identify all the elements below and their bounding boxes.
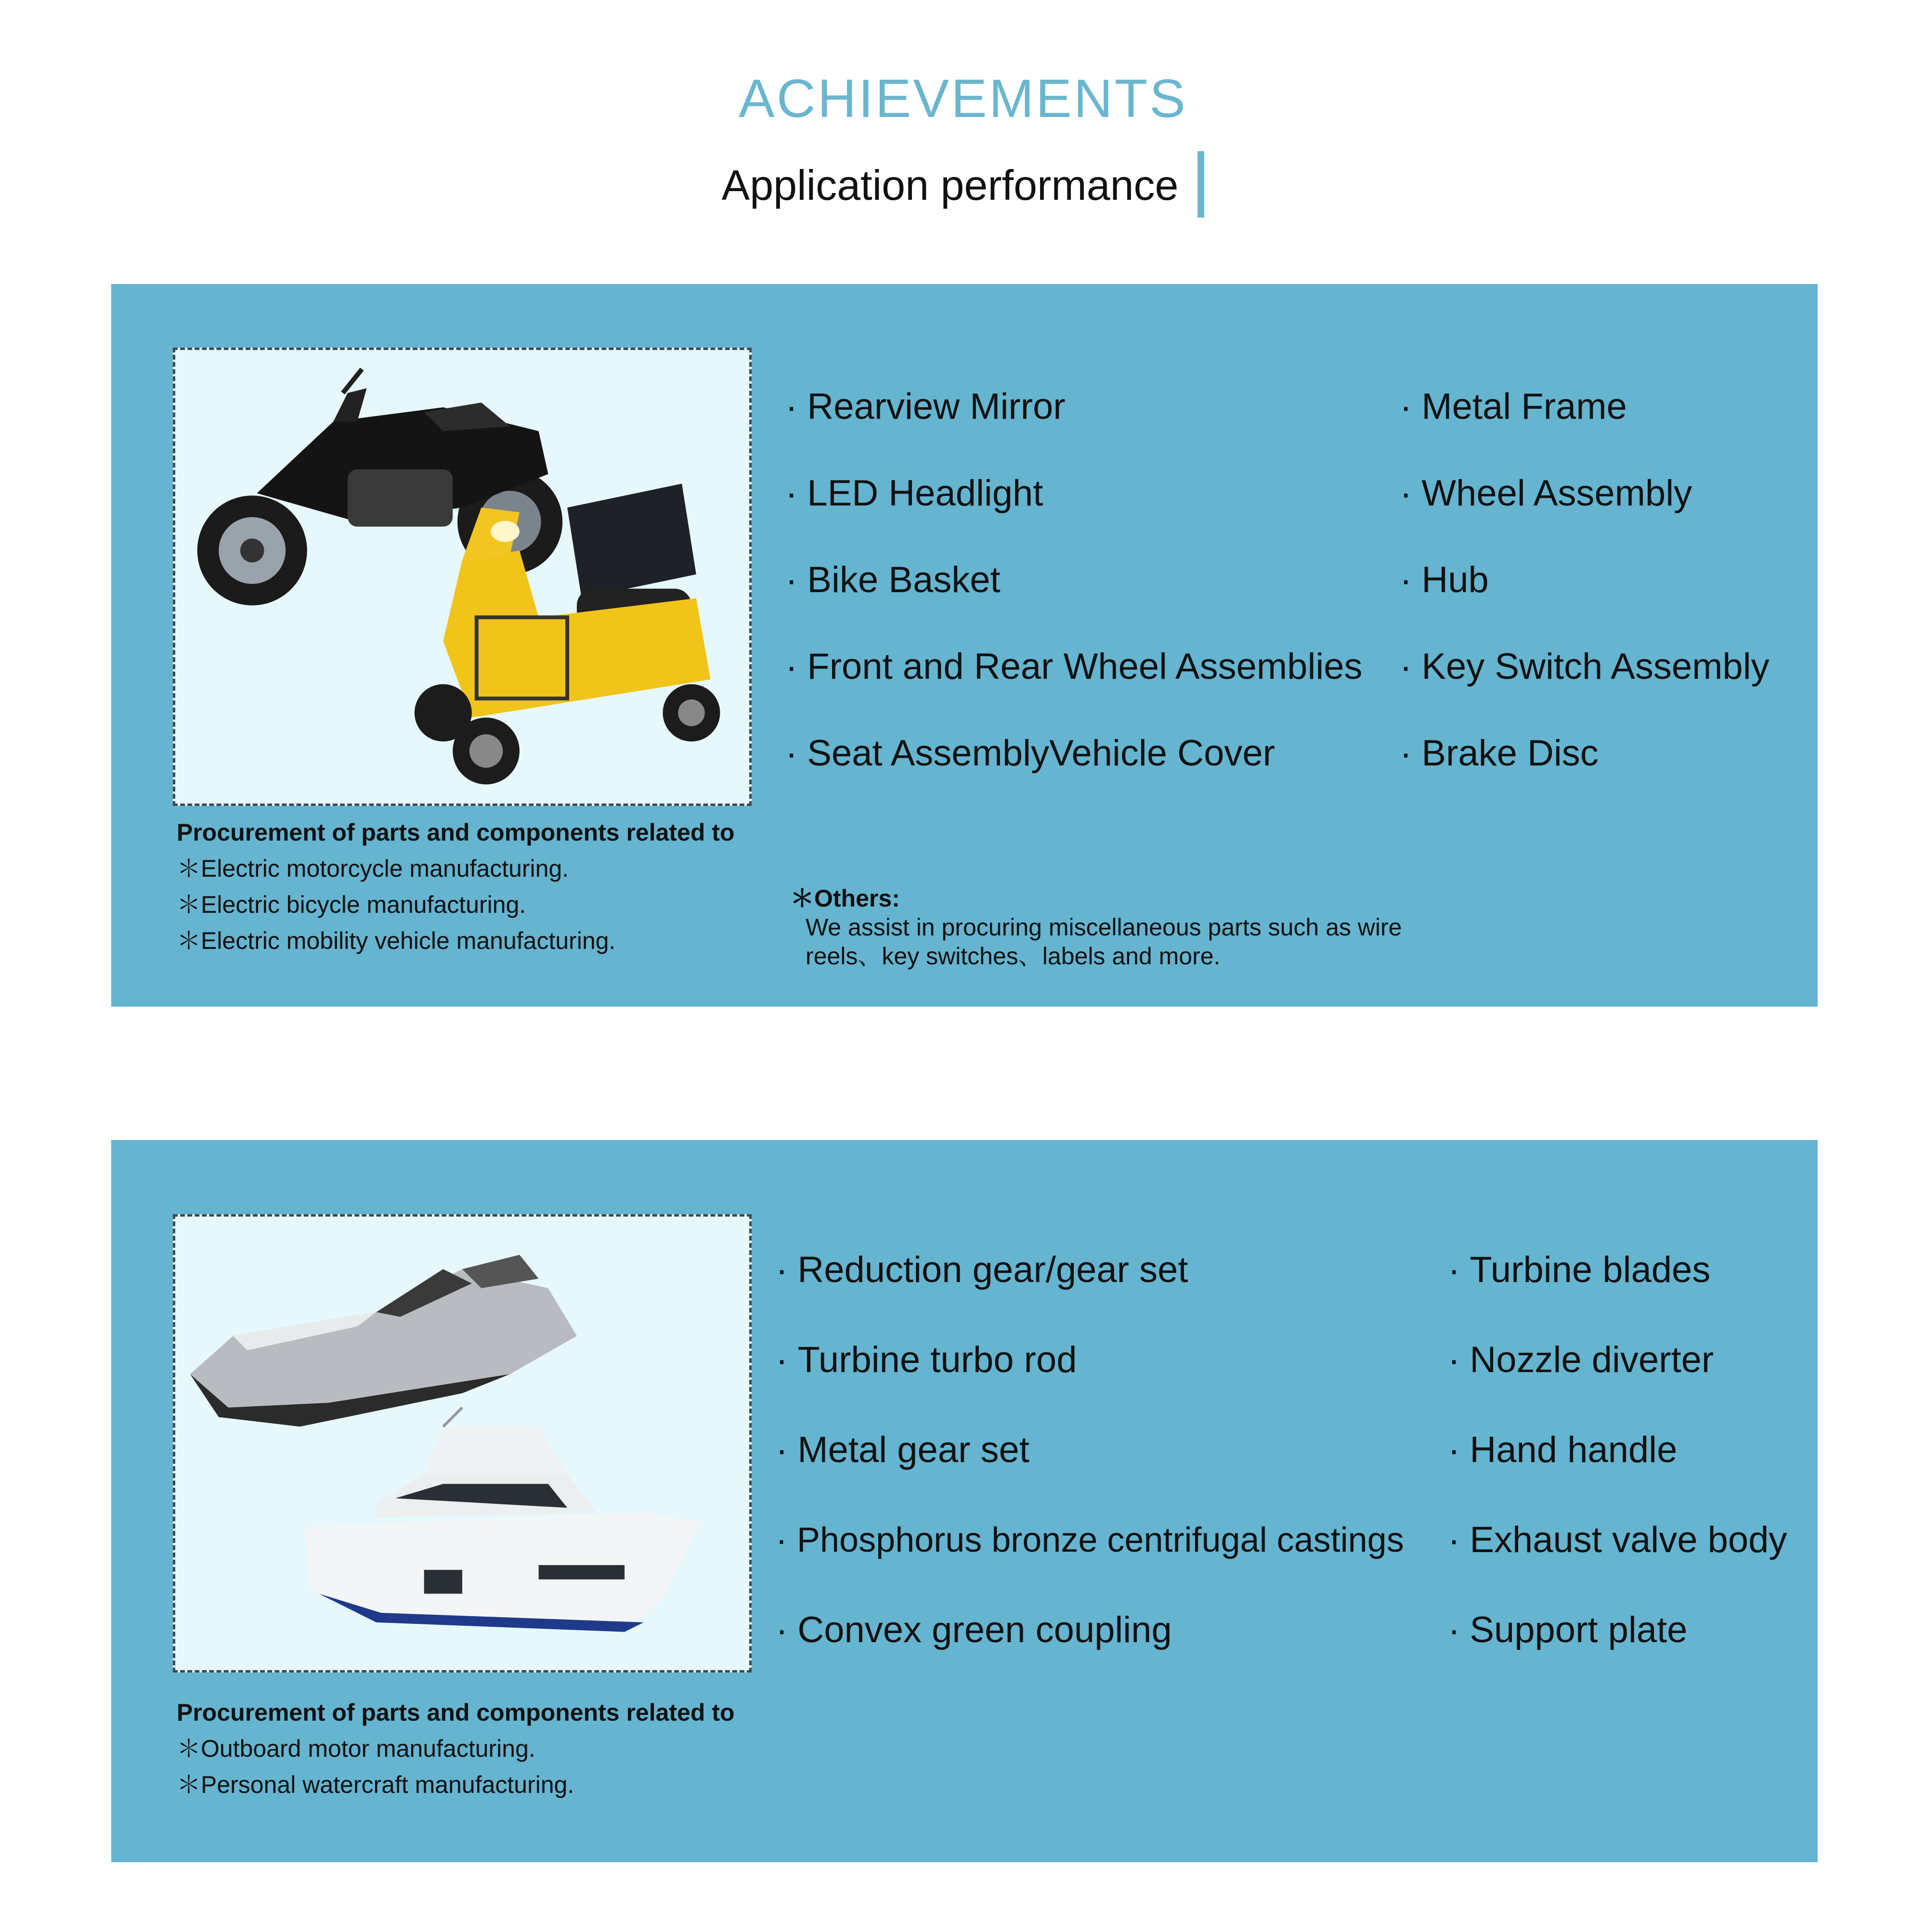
list-item: · Turbine blades [1448,1249,1711,1290]
list-item: · Key Switch Assembly [1400,646,1770,687]
list-item: · Phosphorus bronze centrifugal castings [776,1521,1404,1559]
others-note [790,884,1446,971]
list-item: · Turbine turbo rod [776,1339,1077,1380]
list-item: · LED Headlight [785,473,1043,514]
list-item: · Support plate [1448,1609,1688,1650]
subtitle-text: Application performance [721,161,1179,209]
list-item: · Nozzle diverter [1448,1339,1714,1380]
yacht-image [305,1408,701,1632]
list-item: · Front and Rear Wheel Assemblies [785,646,1363,687]
ev-caption-line: ＊Electric motorcycle manufacturing. [177,855,569,882]
marine-illustration [175,1217,749,1670]
others-heading: ＊Others: [790,885,900,912]
ev-caption-line: ＊Electric mobility vehicle manufacturing. [177,927,616,954]
list-item: · Reduction gear/gear set [776,1249,1188,1290]
electric-vehicle-panel [111,284,1818,1007]
marine-procurement-caption [177,1695,735,1803]
list-item: · Bike Basket [785,559,1001,600]
page-subtitle [0,159,1926,218]
list-item: · Hand handle [1448,1429,1678,1470]
list-item: · Rearview Mirror [785,386,1066,427]
list-item: · Convex green coupling [776,1609,1172,1650]
list-item: · Metal gear set [776,1429,1029,1470]
marine-caption-line: ＊Outboard motor manufacturing. [177,1735,535,1762]
electric-vehicles-photo [173,348,752,806]
vehicles-illustration [175,350,749,804]
list-item: · Hub [1400,559,1489,600]
others-text: We assist in procuring miscellaneous parts such as wire reels、key switches、labels and more. [806,914,1402,970]
ev-caption-line: ＊Electric bicycle manufacturing. [177,891,526,918]
marine-vessels-photo [173,1214,752,1673]
list-item: · Wheel Assembly [1400,473,1692,514]
page-title: ACHIEVEMENTS [739,68,1187,129]
list-item: · Exhaust valve body [1448,1519,1787,1560]
jet-ski-image [190,1255,577,1426]
ev-caption-lead: Procurement of parts and components related to [177,819,735,846]
list-item: · Brake Disc [1400,733,1599,774]
list-item: · Metal Frame [1400,386,1627,427]
marine-caption-line: ＊Personal watercraft manufacturing. [177,1771,574,1798]
ev-procurement-caption [177,815,735,959]
marine-panel [111,1140,1818,1862]
list-item: · Seat AssemblyVehicle Cover [785,733,1275,774]
subtitle-accent-bar [1197,151,1204,218]
marine-caption-lead: Procurement of parts and components related to [177,1699,735,1726]
